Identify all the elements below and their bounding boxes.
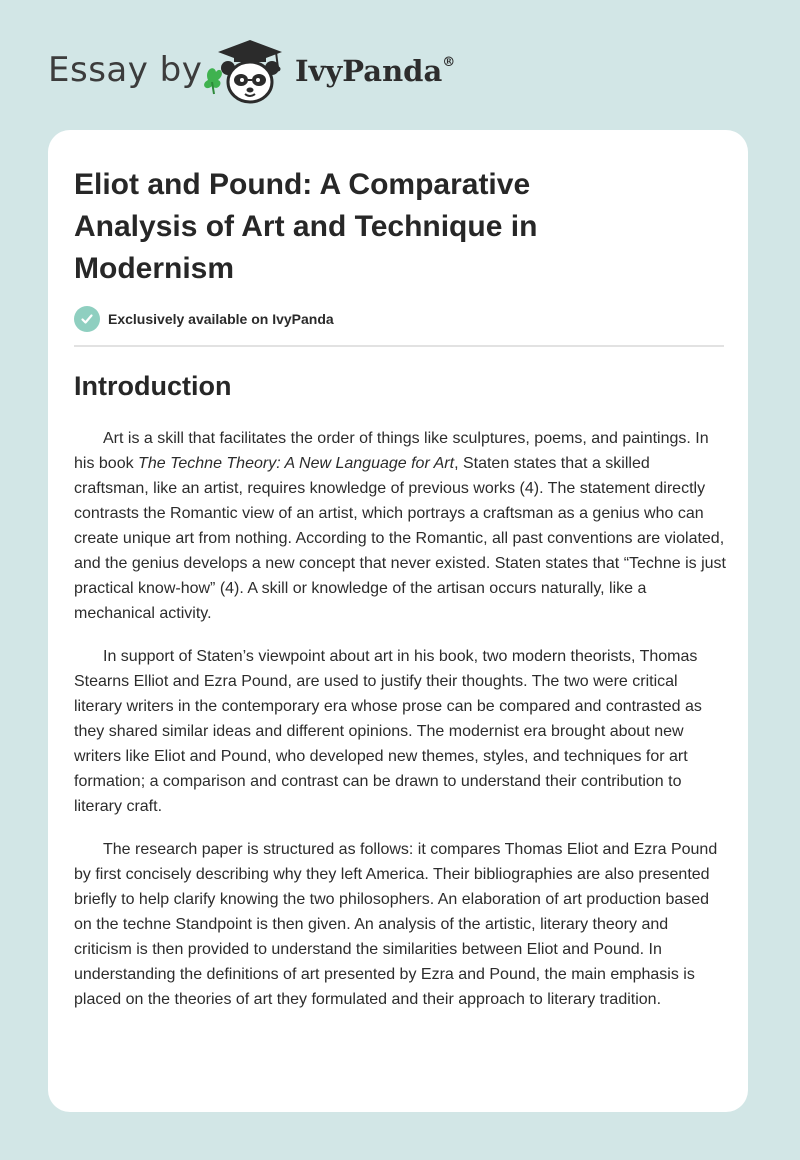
book-title: The Techne Theory: A New Language for Art xyxy=(138,455,455,472)
site-header xyxy=(48,36,648,106)
paragraph-3: The research paper is structured as follows: it compares Thomas Eliot and Ezra Pound by first concisely describing why they left America. Their bibliographies are also presented briefly to help clarify knowing the two philosophers. An elaboration of art production based on the techne Standpoint is then given. An analysis of the artistic, literary theory and criticism is then provided to understand the similarities between Eliot and Pound. In understanding the definitions of art presented by Ezra and Pound, the main emphasis is placed on the theories of art they formulated and their approach to literary tradition. xyxy=(74,841,718,1008)
paragraph-1 xyxy=(74,426,728,626)
badge-label: Exclusively available on IvyPanda xyxy=(108,311,334,327)
brand-name-text: IvyPanda xyxy=(295,54,443,88)
paragraph-1-after: , Staten states that a skilled craftsman, like an artist, requires knowledge of previous works (4). The statement directly contrasts the Romantic view of an artist, which portrays a craftsman as a genius who can create unique art from nothing. According to the Romantic, all past conventions are violated, and the genius develops a new concept that never existed. Staten states that “Techne is just practical know-how” (4). A skill or knowledge of the artisan occurs naturally, like a mechanical activity. xyxy=(74,455,726,622)
header-prefix: Essay by xyxy=(48,50,203,90)
brand-name[interactable] xyxy=(295,54,455,88)
exclusive-badge xyxy=(74,306,334,332)
section-heading-introduction: Introduction xyxy=(74,371,232,401)
article-body xyxy=(74,426,728,1030)
registered-mark: ® xyxy=(442,55,456,71)
essay-card xyxy=(48,130,748,1112)
panda-graduate-icon xyxy=(200,36,290,108)
paragraph-1-before: Art is a skill that facilitates the order of things like sculptures, poems, and paintings. In his book xyxy=(74,430,709,472)
divider xyxy=(74,345,724,347)
paragraph-2: In support of Staten’s viewpoint about art in his book, two modern theorists, Thomas Stearns Elliot and Ezra Pound, are used to justify their thoughts. The two were critical literary writers in the contemporary era whose prose can be compared and contrasted as they shared similar ideas and different opinions. The modernist era brought about new writers like Eliot and Pound, who developed new themes, styles, and techniques for art formation; a comparison and contrast can be drawn to understand their contribution to literary craft. xyxy=(74,648,702,815)
page-title: Eliot and Pound: A Comparative Analysis of Art and Technique in Modernism xyxy=(74,168,538,285)
check-circle-icon xyxy=(74,306,100,332)
